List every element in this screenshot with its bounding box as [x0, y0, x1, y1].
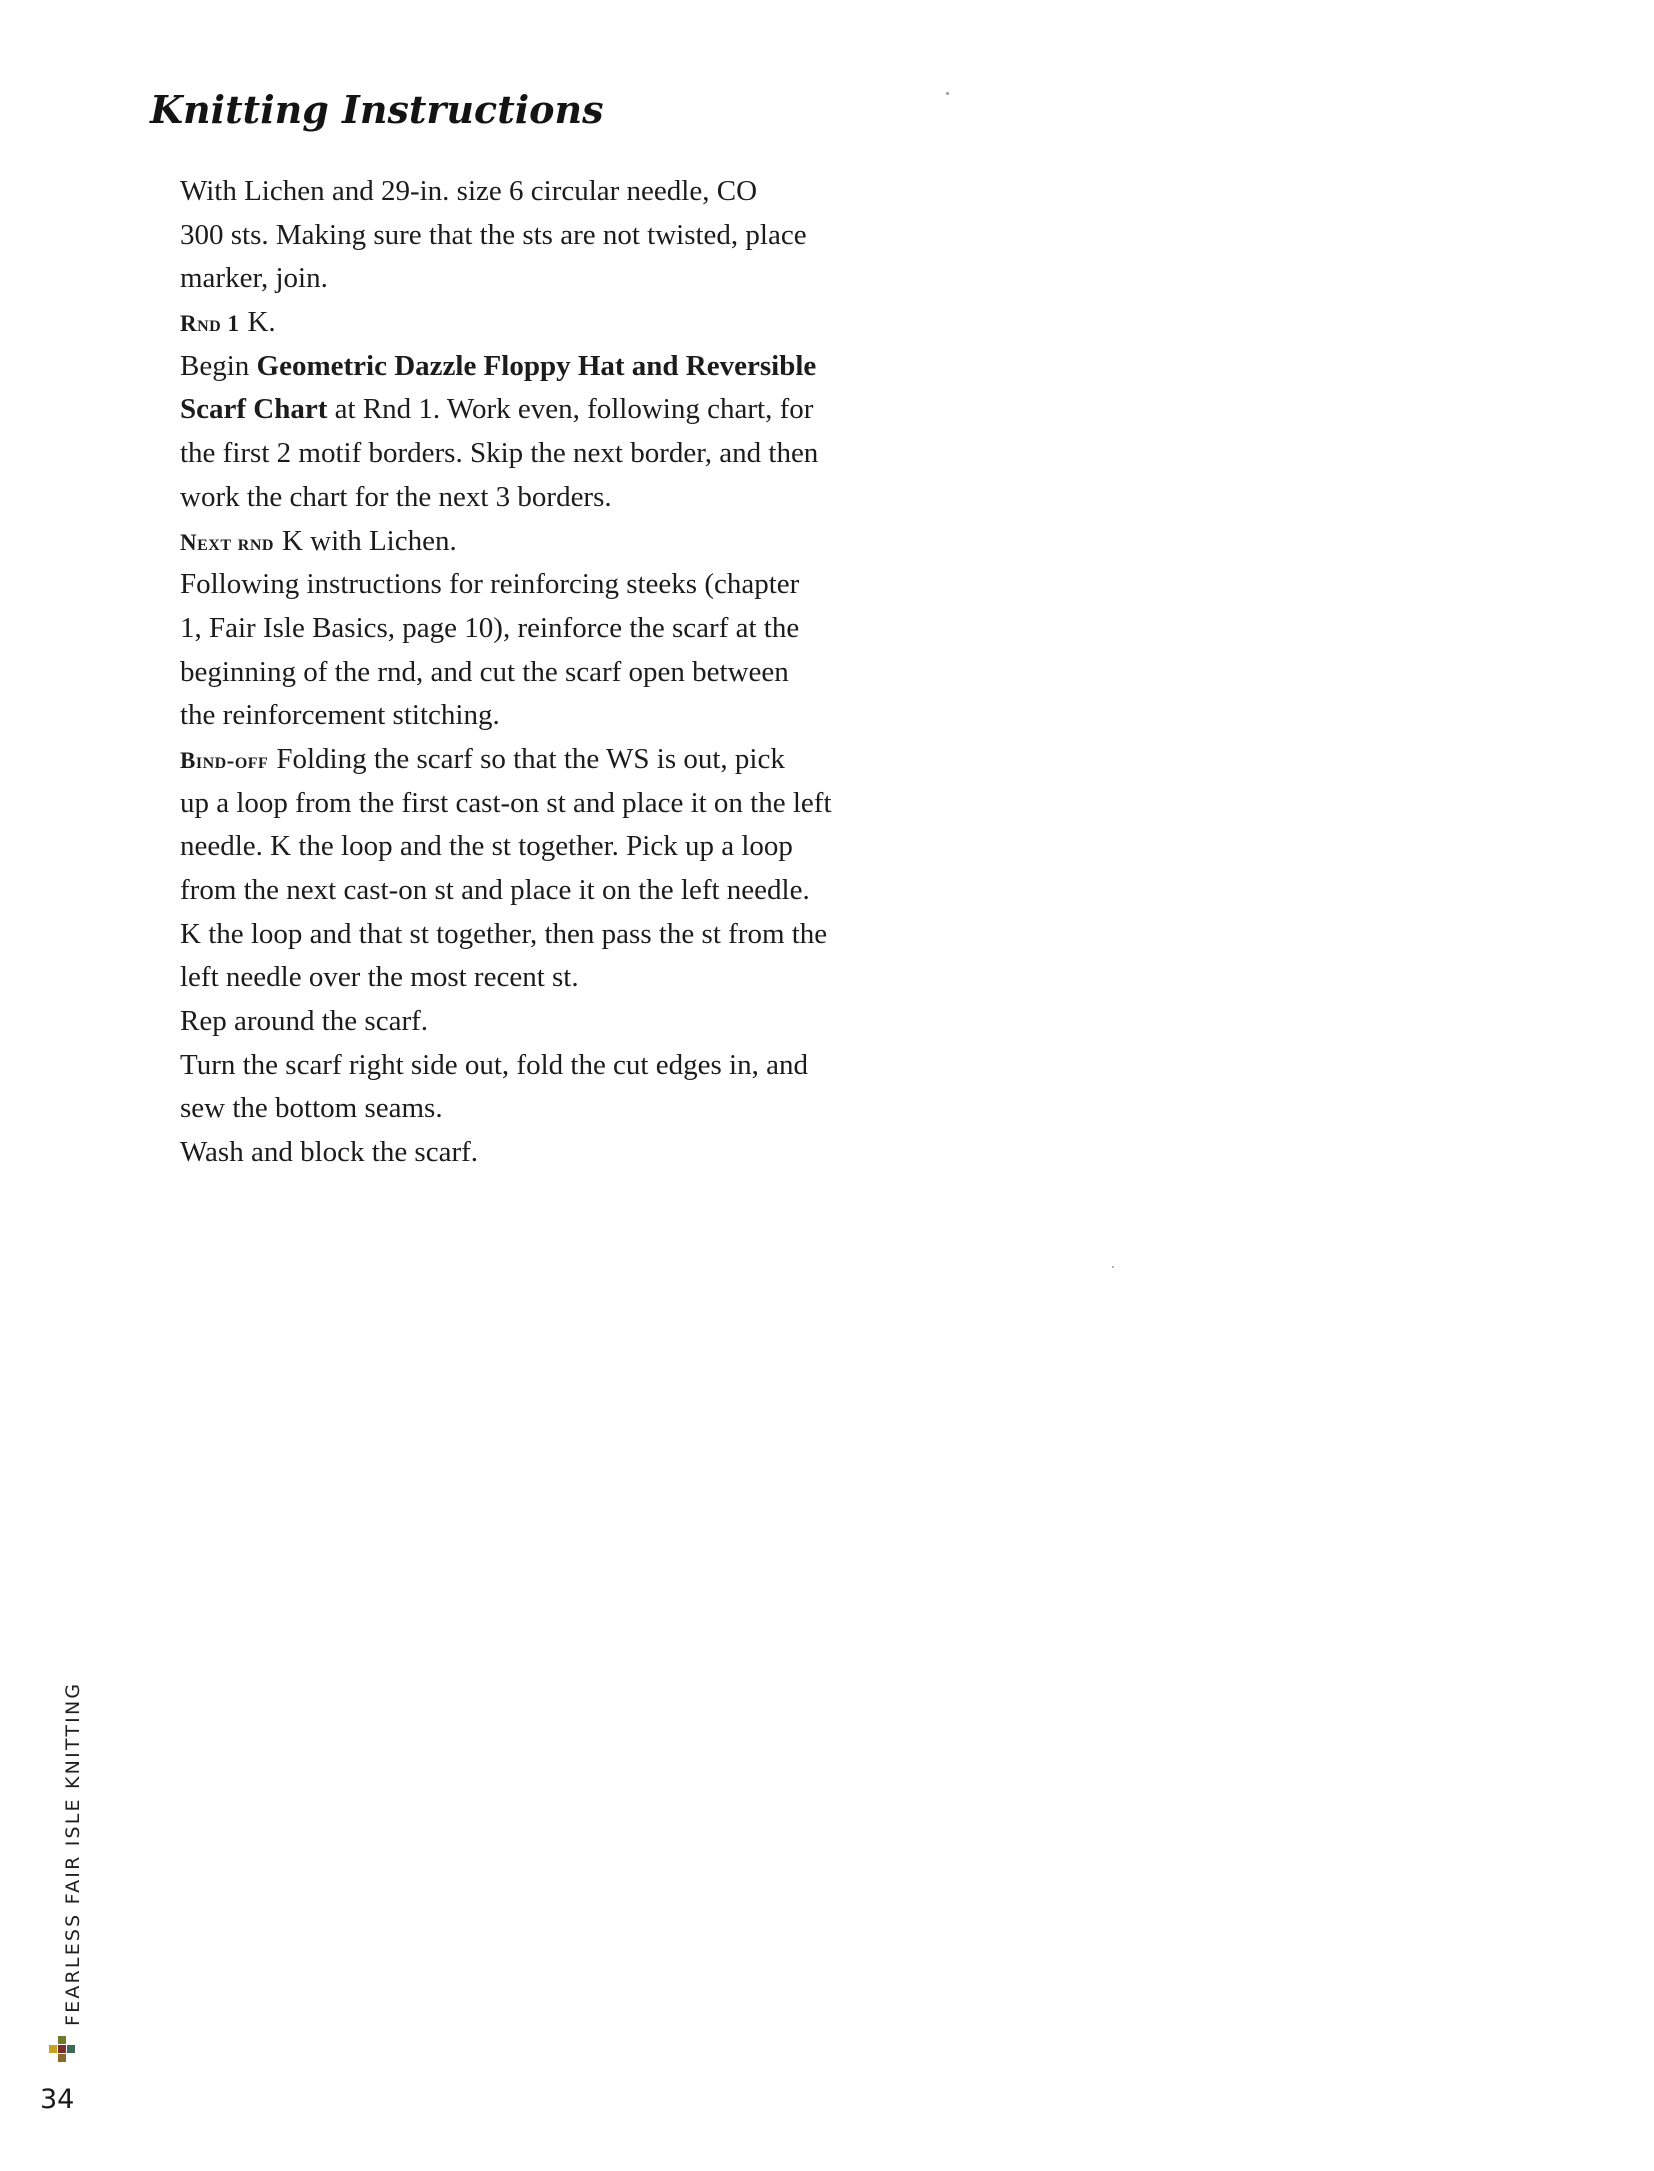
text-line [180, 257, 880, 301]
instruction-text: 1, Fair Isle Basics, page 10), reinforce the scarf at the [180, 611, 800, 644]
instruction-text: Wash and block the scarf. [180, 1136, 479, 1169]
text-line [180, 956, 880, 1000]
instruction-text: beginning of the rnd, and cut the scarf open between [180, 655, 789, 688]
text-line [180, 651, 880, 695]
instruction-text: K. [247, 306, 276, 339]
text-line [180, 869, 880, 913]
text-line [180, 301, 880, 345]
instruction-text: the first 2 motif borders. Skip the next border, and then [180, 437, 819, 470]
instruction-text: K the loop and that st together, then pass the st from the [180, 917, 828, 950]
emblem-bottom-square [58, 2054, 66, 2062]
text-line [180, 1131, 880, 1175]
section-heading: Knitting Instructions [150, 87, 604, 132]
instruction-text: marker, join. [180, 262, 328, 295]
text-line [180, 913, 880, 957]
step-lead-in: Bind-off [180, 747, 269, 773]
text-line [180, 170, 880, 214]
instruction-text: Begin [180, 349, 257, 382]
text-line [180, 694, 880, 738]
text-line [180, 214, 880, 258]
emblem-left-square [49, 2045, 57, 2053]
chart-name-text: Scarf Chart [180, 393, 328, 426]
instruction-text: needle. K the loop and the st together. Pick up a loop [180, 830, 793, 863]
text-line [180, 1044, 880, 1088]
text-line [180, 563, 880, 607]
emblem-top-square [58, 2036, 66, 2044]
emblem-center-square [58, 2045, 66, 2053]
text-line [180, 1000, 880, 1044]
text-line [180, 345, 880, 389]
instruction-text: from the next cast-on st and place it on the left needle. [180, 874, 810, 906]
instruction-text: With Lichen and 29-in. size 6 circular needle, CO [180, 175, 758, 207]
scan-speck [1112, 1266, 1114, 1268]
instruction-text: left needle over the most recent st. [180, 961, 579, 994]
instruction-text: the reinforcement stitching. [180, 699, 500, 732]
instructions-body [180, 170, 880, 1175]
text-line [180, 1087, 880, 1131]
instruction-text: Following instructions for reinforcing steeks (chapter [180, 568, 800, 601]
step-lead-in: Rnd 1 [180, 311, 240, 337]
running-title: FEARLESS FAIR ISLE KNITTING [62, 1681, 84, 2026]
text-line [180, 782, 880, 826]
text-line [180, 476, 880, 520]
text-line [180, 432, 880, 476]
step-lead-in: Next rnd [180, 529, 274, 555]
text-line [180, 738, 880, 782]
instruction-text: Folding the scarf so that the WS is out, pick [276, 742, 785, 775]
text-line [180, 825, 880, 869]
instruction-text: up a loop from the first cast-on st and place it on the left [180, 786, 832, 819]
page-number: 34 [40, 2084, 75, 2115]
instruction-text: Turn the scarf right side out, fold the cut edges in, and [180, 1048, 808, 1081]
instruction-text: work the chart for the next 3 borders. [180, 480, 612, 513]
instruction-text: 300 sts. Making sure that the sts are not twisted, place [180, 218, 807, 251]
text-line [180, 520, 880, 564]
emblem-right-square [67, 2045, 75, 2053]
instruction-text: Rep around the scarf. [180, 1005, 429, 1038]
instruction-text: at Rnd 1. Work even, following chart, for [327, 393, 814, 426]
instruction-text: sew the bottom seams. [180, 1092, 443, 1125]
scan-speck [946, 92, 949, 95]
instruction-text: K with Lichen. [281, 524, 457, 557]
chart-name-text: Geometric Dazzle Floppy Hat and Reversible [256, 349, 817, 382]
text-line [180, 388, 880, 432]
cross-emblem-icon [49, 2036, 75, 2062]
text-line [180, 607, 880, 651]
